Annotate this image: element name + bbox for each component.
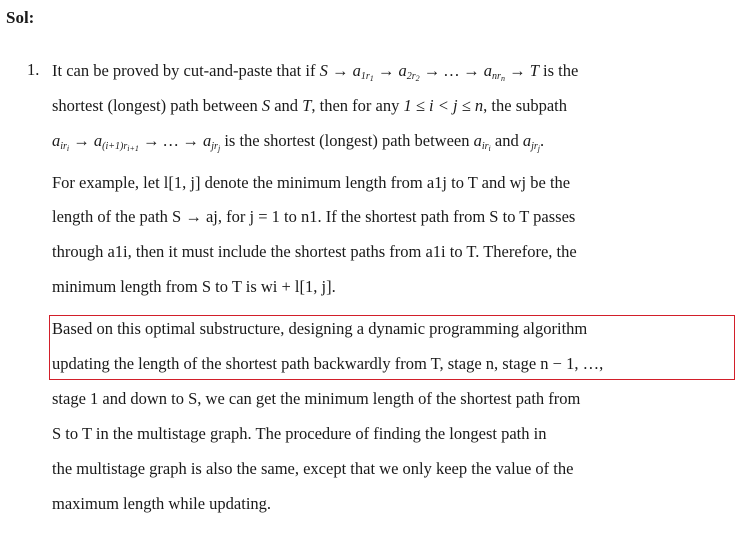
p1-line-1	[52, 61, 578, 81]
path-expression-display: $S \to a_{1r_1} \to a_{2r_2}$ → … → $a_{nr_n} \to T$	[319, 61, 539, 83]
p1-line-2-text-b: , then for any	[311, 96, 400, 115]
p2-line-1: For example, let l[1, j] denote the minimum length from a1j to T and wj be the	[52, 173, 571, 192]
math-S: S	[261, 96, 271, 115]
p1-line-3-end: .	[539, 131, 545, 150]
math-airi: $a_{ir_i}$	[473, 131, 491, 153]
p1-line-2	[52, 96, 567, 116]
list-item-number: 1.	[27, 60, 40, 79]
p1-line-3-and: and	[494, 131, 519, 150]
p1-line-1-text-a: It can be proved by cut-and-paste that if	[52, 61, 316, 80]
p3-line-2: updating the length of the shortest path backwardly from T, stage n, stage n − 1, …,	[52, 354, 604, 373]
path-expression	[319, 61, 539, 83]
p3-line-3: stage 1 and down to S, we can get the minimum length of the shortest path from	[52, 389, 581, 408]
p3-line-4: S to T in the multistage graph. The procedure of finding the longest path in	[52, 424, 547, 443]
math-ajrj: $a_{jr_j}$	[522, 131, 540, 153]
p1-line-2-text-c: , the subpath	[483, 96, 568, 115]
p3-line-6: maximum length while updating.	[52, 494, 272, 513]
math-T: T	[302, 96, 312, 115]
p1-line-3	[52, 131, 544, 151]
subpath-expression: $a_{ir_i} \to a_{(i+1)r_{i+1}}$ → … → $a_{jr_j}$	[52, 131, 221, 153]
solution-heading: Sol:	[6, 8, 35, 27]
p1-line-2-text-a: shortest (longest) path between	[52, 96, 258, 115]
p2-line-4: minimum length from S to T is wi + l[1, j].	[52, 277, 336, 296]
p1-line-3-text-a: is the shortest (longest) path between	[224, 131, 470, 150]
math-condition: 1 ≤ i < j ≤ n	[403, 96, 484, 115]
p1-line-1-text-b: is the	[543, 61, 579, 80]
p3-line-5: the multistage graph is also the same, except that we only keep the value of the	[52, 459, 574, 478]
p1-line-2-and: and	[274, 96, 299, 115]
p2-line-3: through a1i, then it must include the shortest paths from a1i to T. Therefore, the	[52, 242, 577, 261]
p2-line-2: length of the path S → aj, for j = 1 to n1. If the shortest path from S to T passes	[52, 207, 576, 226]
p3-line-1: Based on this optimal substructure, designing a dynamic programming algorithm	[52, 319, 588, 338]
